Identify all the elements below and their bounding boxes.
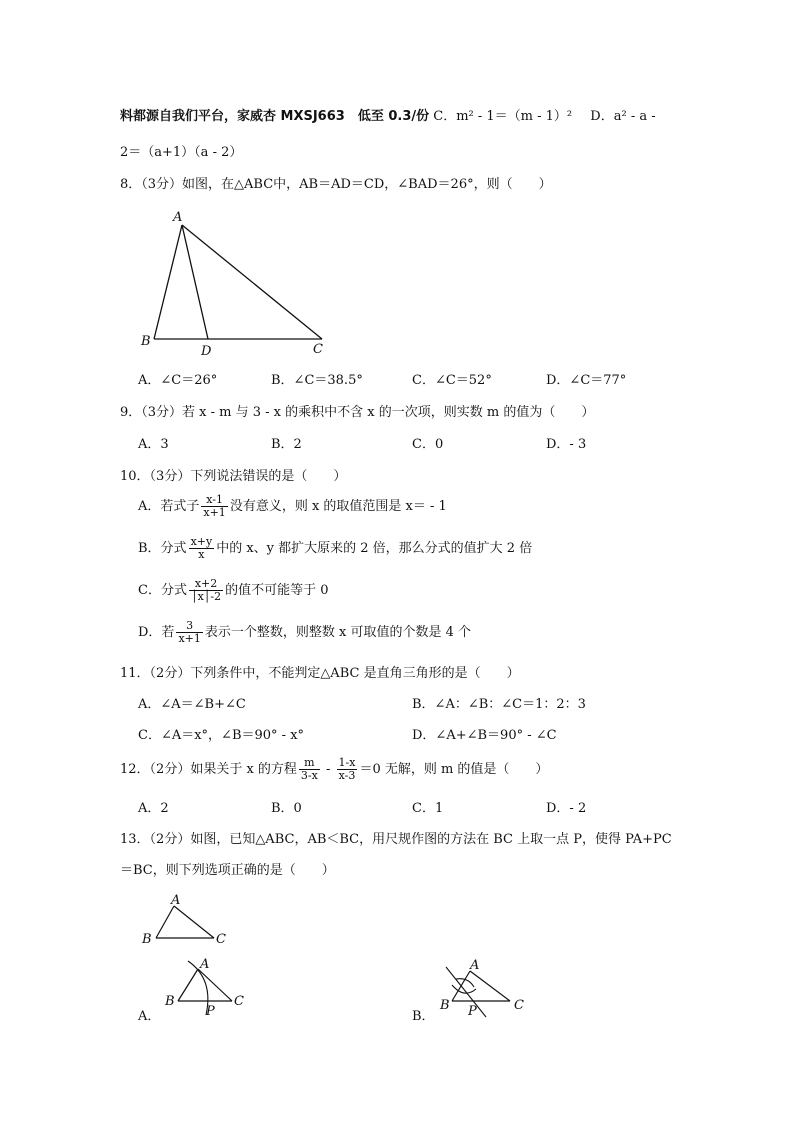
q9-option-d: D．- 3 bbox=[546, 437, 587, 452]
fraction-numerator: x-1 bbox=[201, 494, 227, 507]
q10-b-post: 中的 x、y 都扩大原来的 2 倍，那么分式的值扩大 2 倍 bbox=[216, 541, 533, 556]
q13-option-b-label: B． bbox=[412, 1009, 435, 1024]
q12-option-a: A．2 bbox=[138, 801, 169, 816]
q8-option-c: C．∠C＝52° bbox=[412, 373, 492, 388]
q13-option-a-label: A． bbox=[138, 1009, 161, 1024]
q13-a-label-b: B bbox=[165, 994, 175, 1009]
fraction-denominator: 3-x bbox=[300, 769, 318, 782]
q10-d-pre: D．若 bbox=[138, 625, 175, 640]
q13-option-b-figure bbox=[434, 955, 534, 1023]
q11-option-a: A．∠A＝∠B+∠C bbox=[138, 697, 246, 712]
q10-b-pre: B．分式 bbox=[138, 541, 187, 556]
fraction-numerator: x+2 bbox=[189, 578, 223, 591]
q13-a-label-a: A bbox=[200, 957, 210, 972]
q13-ref-label-a: A bbox=[171, 893, 181, 908]
fraction-numerator: x+y bbox=[190, 535, 213, 548]
q12-option-d: D．- 2 bbox=[546, 801, 587, 816]
q11-option-d: D．∠A+∠B＝90° - ∠C bbox=[412, 728, 557, 743]
fraction-numerator: 1-x bbox=[338, 756, 356, 769]
q12-fraction-1 bbox=[299, 757, 320, 782]
q9-option-c: C．0 bbox=[412, 437, 444, 452]
q10-stem: 10．（3分）下列说法错误的是（ ） bbox=[120, 469, 347, 484]
q13-stem-line-1: 13．（2分）如图，已知△ABC，AB＜BC，用尺规作图的方法在 BC 上取一点 P，使得 PA+PC bbox=[120, 832, 672, 847]
q13-option-a-figure bbox=[160, 955, 260, 1023]
q8-label-a: A bbox=[173, 210, 183, 225]
q10-option-d bbox=[138, 620, 471, 645]
fraction-numerator: m bbox=[299, 757, 320, 770]
q11-stem: 11．（2分）下列条件中，不能判定△ABC 是直角三角形的是（ ） bbox=[120, 666, 520, 681]
q13-b-label-p: P bbox=[468, 1004, 477, 1019]
fraction-denominator: │x│-2 bbox=[190, 590, 222, 603]
q8-label-d: D bbox=[201, 344, 212, 359]
q9-option-a: A．3 bbox=[138, 437, 169, 452]
q13-a-label-p: P bbox=[206, 1004, 215, 1019]
q12-option-b: B．0 bbox=[271, 801, 302, 816]
fraction-denominator: x bbox=[198, 548, 205, 561]
q8-triangle-figure bbox=[130, 205, 340, 360]
q12-post: ＝0 无解，则 m 的值是（ ） bbox=[359, 762, 549, 777]
q10-b-fraction bbox=[189, 536, 215, 561]
q12-option-c: C．1 bbox=[412, 801, 444, 816]
q11-option-b: B．∠A：∠B：∠C＝1：2：3 bbox=[412, 697, 586, 712]
q13-ref-label-b: B bbox=[142, 932, 152, 947]
q9-option-b: B．2 bbox=[271, 437, 302, 452]
q8-option-b: B．∠C＝38.5° bbox=[271, 373, 363, 388]
q8-option-a: A．∠C＝26° bbox=[138, 373, 218, 388]
fraction-denominator: x+1 bbox=[178, 632, 201, 645]
option-c-text: C．m² - 1＝（m - 1）² bbox=[433, 109, 573, 124]
q8-label-b: B bbox=[141, 334, 151, 349]
q13-a-label-c: C bbox=[234, 994, 244, 1009]
q13-b-label-b: B bbox=[440, 998, 450, 1013]
promo-text: 料都源自我们平台，家威杏 MXSJ663 低至 0.3/份 bbox=[120, 109, 430, 124]
q8-stem: 8．（3分）如图，在△ABC中，AB＝AD＝CD，∠BAD＝26°，则（ ） bbox=[120, 177, 552, 192]
q10-option-c bbox=[138, 578, 329, 603]
q10-a-pre: A．若式子 bbox=[138, 499, 200, 514]
q9-stem: 9．（3分）若 x - m 与 3 - x 的乘积中不含 x 的一次项，则实数 m 的值为（ ） bbox=[120, 405, 595, 420]
q10-c-fraction bbox=[189, 578, 223, 603]
q13-stem-line-2: ＝BC，则下列选项正确的是（ ） bbox=[120, 863, 335, 878]
q8-option-d: D．∠C＝77° bbox=[546, 373, 627, 388]
q13-ref-label-c: C bbox=[216, 932, 226, 947]
q12-minus: - bbox=[321, 762, 335, 777]
q13-b-label-c: C bbox=[514, 998, 524, 1013]
q12-fraction-2 bbox=[337, 757, 358, 782]
option-d-text: D．a² - a - bbox=[590, 109, 656, 124]
q8-label-c: C bbox=[313, 342, 323, 357]
q13-b-label-a: A bbox=[470, 958, 480, 973]
header-line bbox=[120, 108, 656, 126]
q13-reference-triangle bbox=[136, 890, 236, 950]
q12-pre: 12．（2分）如果关于 x 的方程 bbox=[120, 762, 297, 777]
fraction-denominator: x+1 bbox=[203, 506, 226, 519]
fraction-denominator: x-3 bbox=[338, 769, 356, 782]
header-line-2: 2＝（a+1）（a - 2） bbox=[120, 145, 243, 160]
fraction-numerator: 3 bbox=[176, 620, 202, 633]
q10-c-pre: C．分式 bbox=[138, 583, 187, 598]
q10-d-fraction bbox=[176, 620, 202, 645]
q10-a-post: 没有意义，则 x 的取值范围是 x＝ - 1 bbox=[229, 499, 447, 514]
q10-a-fraction bbox=[201, 494, 227, 519]
q10-option-b bbox=[138, 536, 532, 561]
q10-option-a bbox=[138, 494, 447, 519]
q12-stem bbox=[120, 757, 548, 782]
q10-c-post: 的值不可能等于 0 bbox=[225, 583, 329, 598]
q10-d-post: 表示一个整数，则整数 x 可取值的个数是 4 个 bbox=[204, 625, 471, 640]
q11-option-c: C．∠A＝x°，∠B＝90° - x° bbox=[138, 728, 305, 743]
